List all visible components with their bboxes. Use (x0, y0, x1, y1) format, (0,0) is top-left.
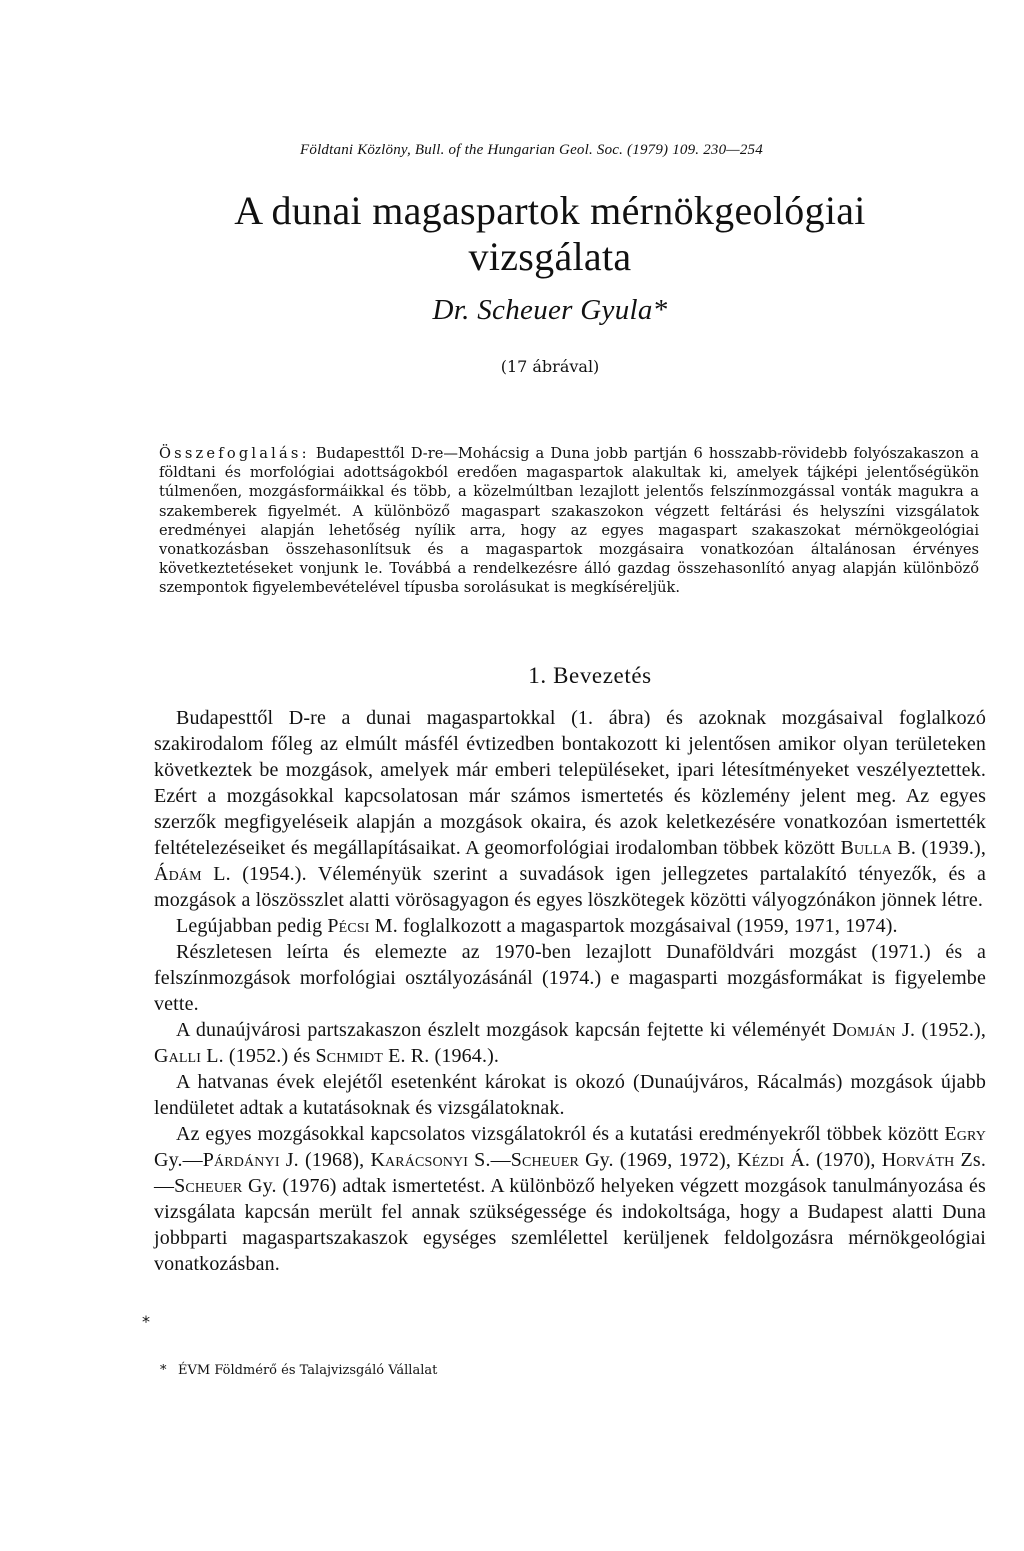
abstract-label: Összefoglalás: (159, 445, 310, 462)
journal-reference: Földtani Közlöny, Bull. of the Hungarian Geol. Soc. (1979) 109. 230—254 (300, 142, 763, 158)
footnote-mark: * (160, 1363, 167, 1378)
footnote-text: ÉVM Földmérő és Talajvizsgáló Vállalat (178, 1363, 438, 1378)
paragraph-1: Budapesttől D-re a dunai magaspartokkal (1. ábra) és azoknak mozgásaival foglalkozó szakirodalom főleg az elmúlt másfél évtizedben bontakozott ki jelentősen amikor olyan területeken következtek be mozgások, amelyek már emberi településeket, ipari létesítményeket veszélyeztettek. Ezért a mozgásokkal kapcsolatosan már számos ismertetés és közlemény jelent meg. Az egyes szerzők megfigyeléseik alapján a mozgások okaira, és azok keletkezésére vonatkozóan ismertették feltételezéseiket és megállapításaikat. A geomorfológiai irodalomban többek között Bulla B. (1939.), Ádám L. (1954.). Véleményük szerint a suvadások igen jellegzetes partalakító tényezők, és a mozgások a löszösszlet alatti vörösagyagon és egyes löszkötegek közötti vályogzónákon jönnek létre. (154, 707, 986, 911)
footnote (160, 1363, 980, 1378)
margin-asterisk: * (142, 1312, 150, 1331)
author-citation: Párdányi (202, 1149, 280, 1171)
article-title (160, 188, 940, 280)
author-citation: Horváth (881, 1149, 955, 1171)
abstract-text: Budapesttől D-re—Mohácsig a Duna jobb partján 6 hosszabb-rövidebb folyószakaszon a földtani és morfológiai adottságokból eredően magaspartok alakultak ki, amelyek tájképi jelentőségükön túlmenően, mozgásformáikkal és több, a közelmúltban lezajlott jelentős felszínmozgással vonták magukra a szakemberek figyelmét. A különböző magaspart szakaszokon végzett feltárási és helyszíni vizsgálatok eredményei alapján lehetőség nyílik arra, hogy az egyes magaspart szakaszokat mérnökgeológiai vonatkozásban összehasonlítsuk és a magaspartok mozgásaira vonatkozóan általánosan érvényes következtetéseket vonjunk le. Továbbá a rendelkezésre álló gazdag összehasonlító anyag alapján különböző szempontok figyelembevételével típusba sorolásukat is megkíséreljük. (159, 445, 979, 597)
author-citation: Bulla (840, 837, 892, 859)
title-line-2: vizsgálata (468, 234, 632, 279)
title-line-1: A dunai magaspartok mérnökgeológiai (234, 188, 866, 233)
author-citation: Scheuer (510, 1149, 579, 1171)
author-citation: Pécsi (327, 915, 370, 937)
paragraph-5: A hatvanas évek elejétől esetenként károkat is okozó (Dunaújváros, Rácalmás) mozgások újabb lendületet adtak a kutatásoknak és vizsgálatoknak. (154, 1071, 986, 1119)
author-citation: Domján (832, 1019, 896, 1041)
figure-count: (17 ábrával) (500, 357, 600, 376)
paragraph-2: Legújabban pedig Pécsi M. foglalkozott a magaspartok mozgásaival (1959, 1971, 1974). (176, 915, 898, 937)
author-citation: Galli (154, 1045, 202, 1067)
author-citation: Schmidt (315, 1045, 383, 1067)
body-text (154, 705, 986, 1277)
author-name: Dr. Scheuer Gyula* (432, 294, 668, 326)
section-heading: 1. Bevezetés (528, 663, 652, 688)
author-citation: Scheuer (174, 1175, 243, 1197)
author-citation: Ádám (154, 863, 202, 885)
abstract (159, 444, 979, 598)
paragraph-6: Az egyes mozgásokkal kapcsolatos vizsgálatokról és a kutatási eredményekről többek között Egry Gy.—Párdányi J. (1968), Karácsonyi S.—Scheuer Gy. (1969, 1972), Kézdi Á. (1970), Horváth Zs.—Scheuer Gy. (1976) adtak ismertetést. A különböző helyeken végzett mozgások tanulmányozása és vizsgálata kapcsán merült fel annak szükségessége és indokoltsága, hogy a Budapest alatti Duna jobbparti magaspartszakaszok egységes szemlélettel kerüljenek feldolgozásra mérnökgeológiai vonatkozásban. (154, 1123, 986, 1275)
author-citation: Kézdi (737, 1149, 785, 1171)
paragraph-3: Részletesen leírta és elemezte az 1970-ben lezajlott Dunaföldvári mozgást (1971.) és a felszínmozgások morfológiai osztályozásánál (1974.) e magasparti mozgásformákat is figyelembe vette. (154, 941, 986, 1015)
author-citation: Karácsonyi (370, 1149, 469, 1171)
author-citation: Egry (944, 1123, 986, 1145)
paragraph-4: A dunaújvárosi partszakaszon észlelt mozgások kapcsán fejtette ki véleményét Domján J. (1952.), Galli L. (1952.) és Schmidt E. R. (1964.). (154, 1019, 986, 1067)
